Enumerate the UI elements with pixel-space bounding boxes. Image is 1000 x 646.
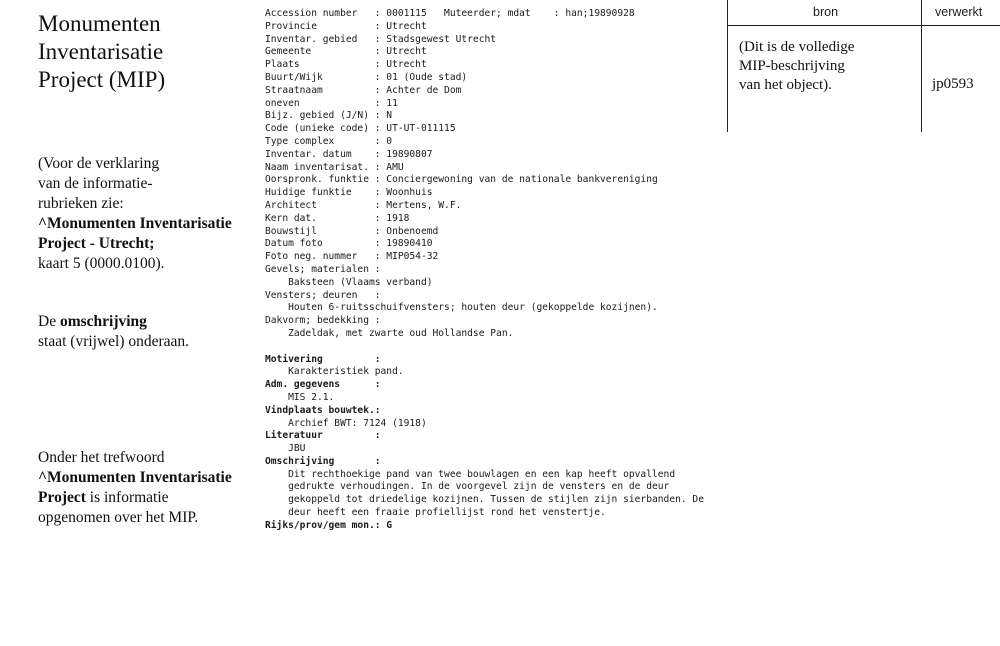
record-line: JBU [265, 443, 306, 455]
record-line: Inventar. datum : 19890807 [265, 148, 433, 160]
record-line: Inventar. gebied : Stadsgewest Utrecht [265, 33, 497, 45]
record-line: Bouwstijl : Onbenoemd [265, 225, 439, 237]
record-line: deur heeft een fraaie profiellijst rond het venstertje. [265, 507, 606, 519]
left-column [38, 10, 263, 526]
mip-record [265, 8, 785, 533]
bron-line-3: van het object). [739, 77, 832, 93]
record-line: gekoppeld tot driedelige kozijnen. Tussen de stijlen zijn sierbanden. De [265, 494, 704, 506]
description-note [38, 312, 189, 352]
record-line: gedrukte verhoudingen. In de voorgevel zijn de vensters en de deur [265, 481, 670, 493]
header-bron: bron [813, 5, 839, 19]
record-line: Karakteristiek pand. [265, 366, 404, 378]
record-line: Naam inventarisat. : AMU [265, 161, 404, 173]
note2-bold: omschrijving [59, 313, 147, 330]
table-divider-middle [921, 0, 922, 132]
record-line: Dit rechthoekige pand van twee bouwlagen en een kap heeft opvallend [265, 468, 676, 480]
record-line: Architect : Mertens, W.F. [265, 199, 462, 211]
record-line: Bijz. gebied (J/N) : N [265, 110, 393, 122]
note3-link-2[interactable]: Project [38, 489, 86, 506]
note1-line-2: van de informatie- [38, 175, 153, 192]
note1-line-3: rubrieken zie: [38, 195, 124, 212]
explanation-note [38, 154, 232, 274]
record-line: Datum foto : 19890410 [265, 238, 433, 250]
record-line: Gevels; materialen : [265, 263, 381, 275]
bron-cell [739, 38, 919, 95]
record-line: Oorspronk. funktie : Conciergewoning van de nationale bankvereniging [265, 174, 658, 186]
record-line: Motivering : [265, 353, 381, 365]
record-line: Buurt/Wijk : 01 (Oude stad) [265, 71, 468, 83]
record-line: Adm. gegevens : [265, 379, 381, 391]
table-divider-left [727, 0, 728, 132]
note2-tail: staat (vrijwel) onderaan. [38, 333, 190, 350]
note1-line-1: (Voor de verklaring [38, 155, 160, 172]
record-line: Accession number : 0001115 Muteerder; mdat : han;19890928 [265, 8, 635, 19]
note3-line-4: opgenomen over het MIP. [38, 509, 199, 526]
record-line: Vindplaats bouwtek.: [265, 404, 381, 416]
bron-line-2: MIP-beschrijving [739, 58, 845, 74]
record-line [265, 341, 785, 354]
record-line: Straatnaam : Achter de Dom [265, 84, 462, 96]
bron-line-1: (Dit is de volledige [739, 39, 855, 55]
record-line: Zadeldak, met zwarte oud Hollandse Pan. [265, 327, 514, 339]
note3-line-1: Onder het trefwoord [38, 449, 165, 466]
record-line: Vensters; deuren : [265, 289, 381, 301]
record-line: Dakvorm; bedekking : [265, 315, 381, 327]
page-title [38, 10, 263, 94]
title-line-2: Inventarisatie [38, 39, 164, 64]
record-line: Huidige funktie : Woonhuis [265, 187, 433, 199]
record-line: Archief BWT: 7124 (1918) [265, 417, 427, 429]
record-line: MIS 2.1. [265, 391, 335, 403]
record-line: Plaats : Utrecht [265, 59, 427, 71]
record-line: Literatuur : [265, 430, 381, 442]
title-line-3: Project (MIP) [38, 67, 166, 92]
note2-prefix: De [38, 313, 60, 330]
record-line: Type complex : 0 [265, 135, 393, 147]
record-line: Provincie : Utrecht [265, 20, 427, 32]
record-line: oneven : 11 [265, 97, 398, 109]
title-line-1: Monumenten [38, 11, 161, 36]
record-line: Houten 6-ruitsschuifvensters; houten deur (gekoppelde kozijnen). [265, 302, 658, 314]
record-line: Omschrijving : [265, 455, 381, 467]
record-line: Gemeente : Utrecht [265, 46, 427, 58]
record-line: Kern dat. : 1918 [265, 212, 410, 224]
note1-tail: kaart 5 (0000.0100). [38, 255, 165, 272]
header-verwerkt: verwerkt [935, 5, 983, 19]
record-line: Foto neg. nummer : MIP054-32 [265, 251, 439, 263]
note1-link-line-1[interactable]: ^Monumenten Inventarisatie [38, 215, 232, 232]
verwerkt-cell: jp0593 [932, 76, 974, 92]
note3-rest: is informatie [85, 489, 169, 506]
record-line: Baksteen (Vlaams verband) [265, 276, 433, 288]
bron-verwerkt-table [727, 0, 1000, 132]
keyword-note [38, 448, 232, 528]
note3-link-1[interactable]: ^Monumenten Inventarisatie [38, 469, 232, 486]
note1-link-line-2[interactable]: Project - Utrecht; [38, 235, 155, 252]
table-header-rule [727, 25, 1000, 26]
record-line: Rijks/prov/gem mon.: G [265, 519, 393, 531]
record-line: Code (unieke code) : UT-UT-011115 [265, 123, 456, 135]
